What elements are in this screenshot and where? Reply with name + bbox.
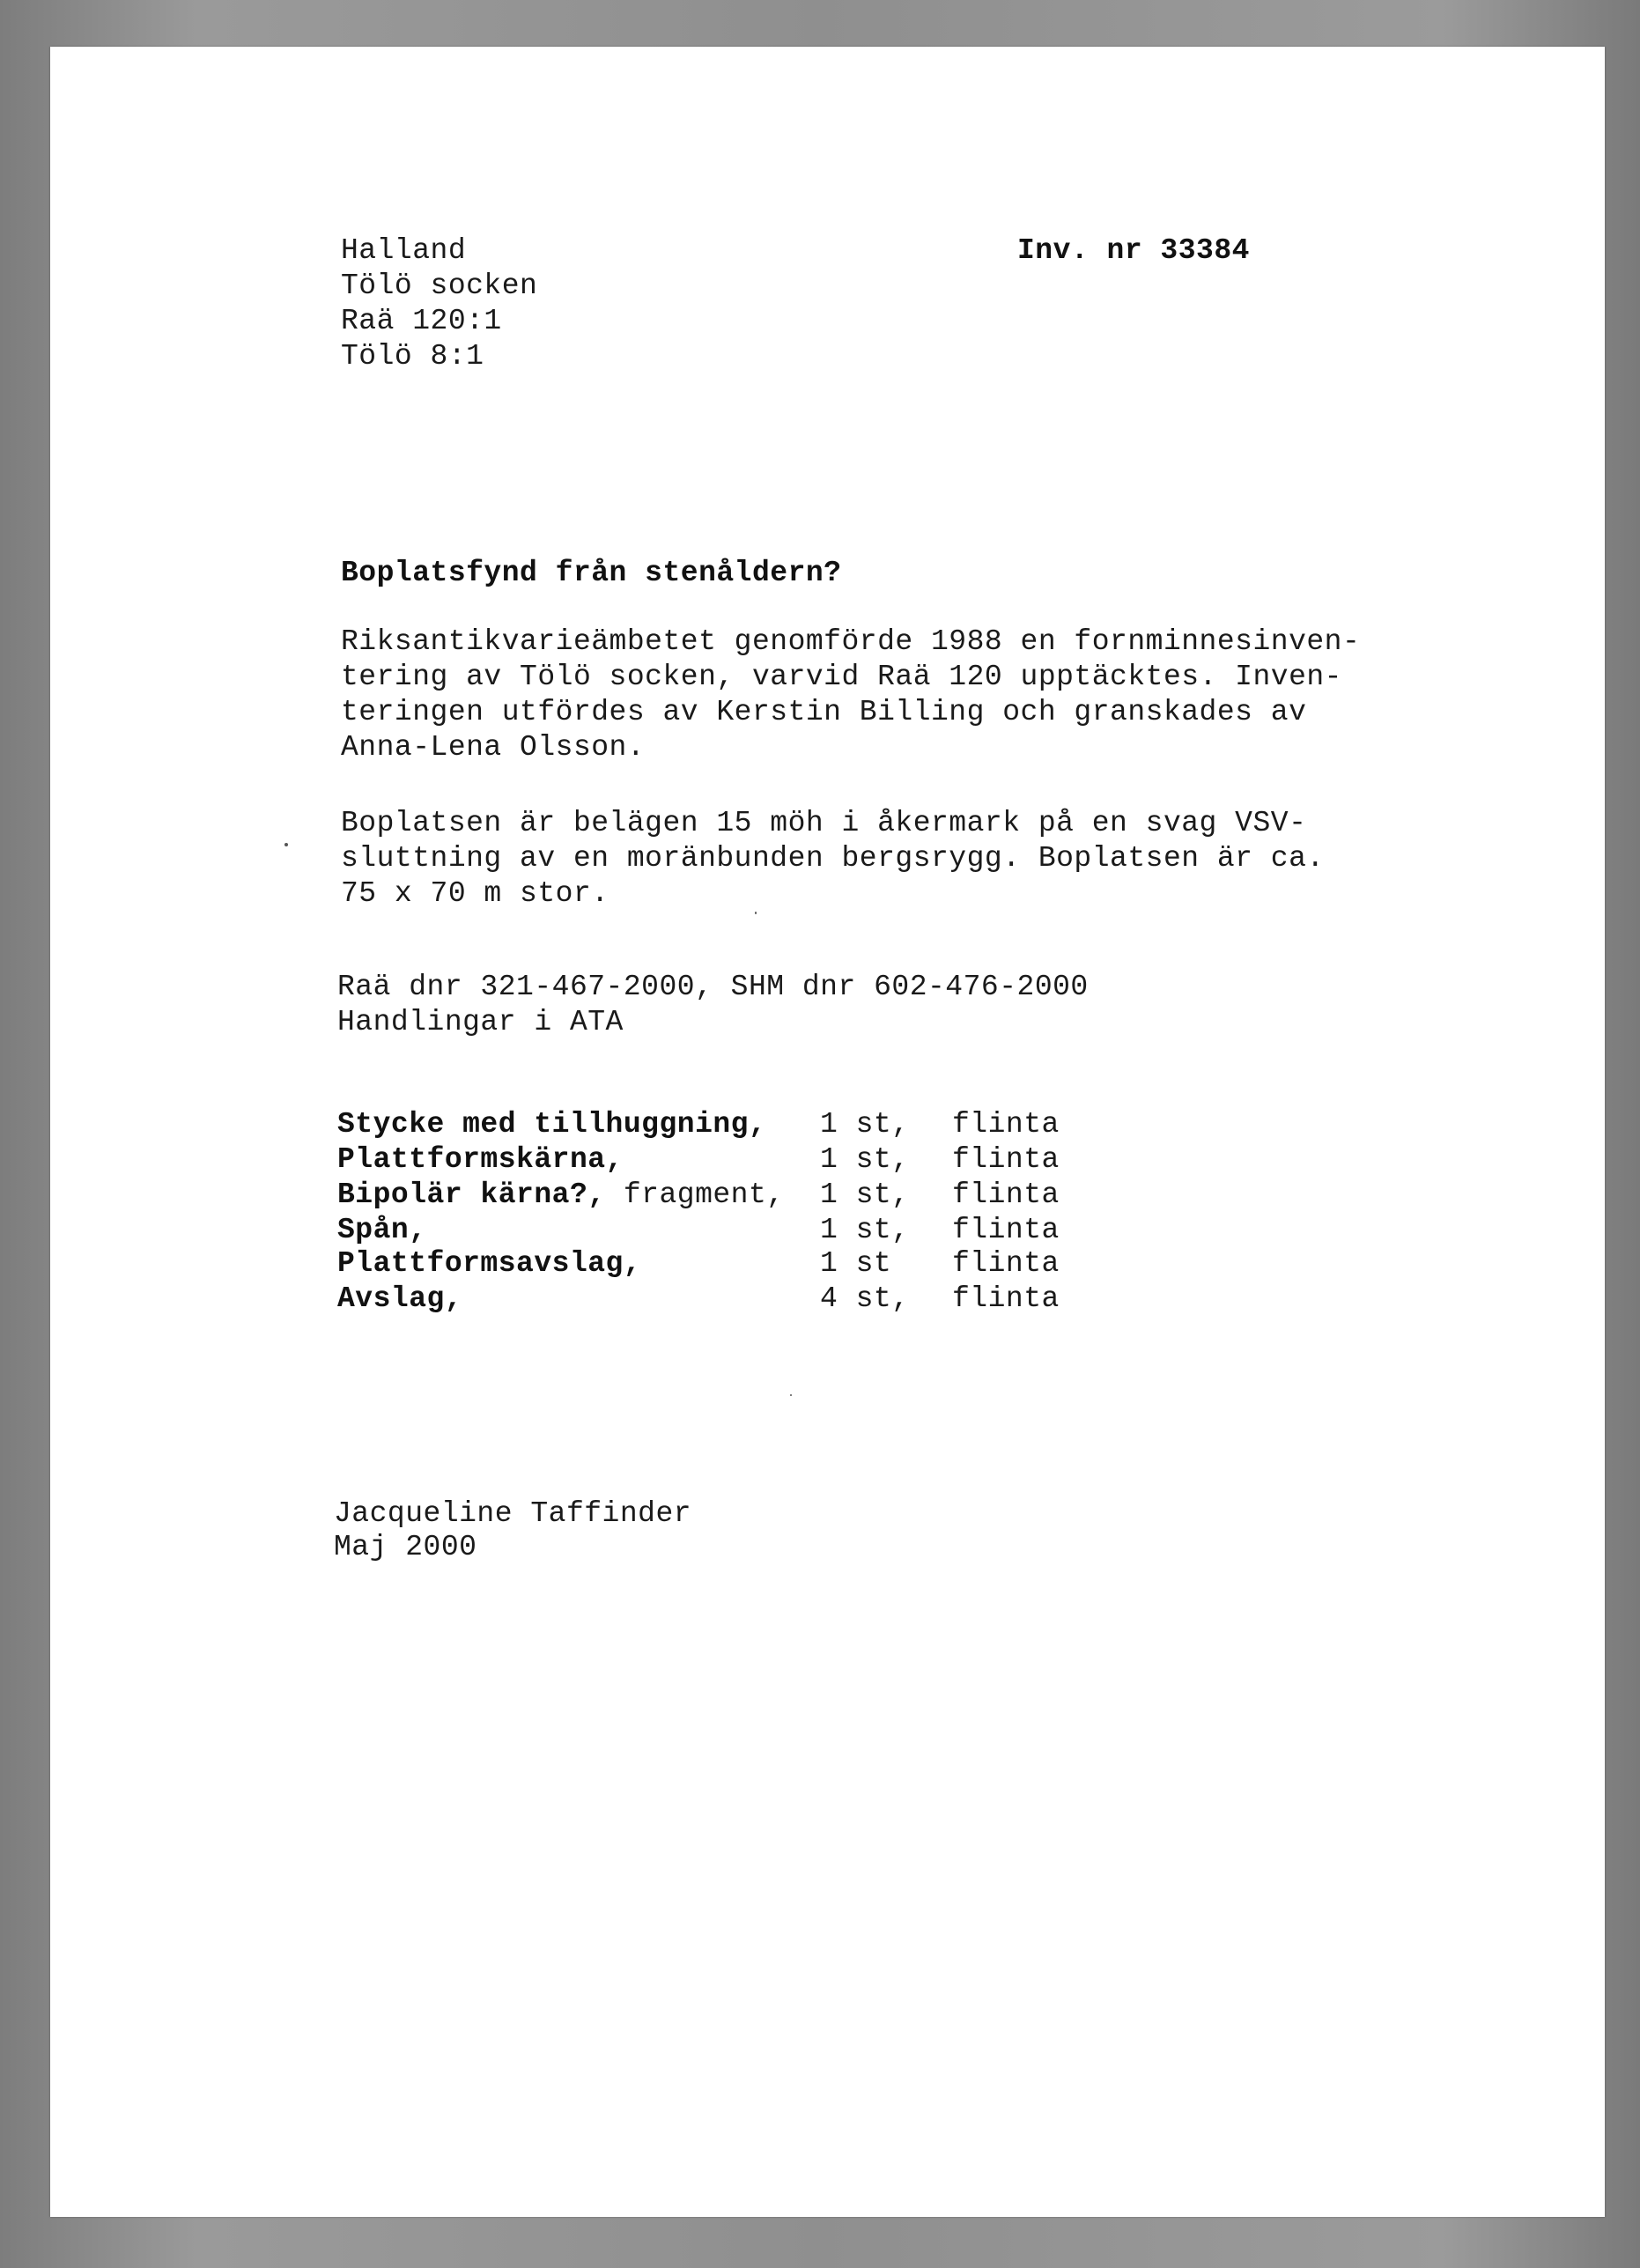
find-material: flinta: [952, 1143, 1060, 1176]
reference-line: Raä dnr 321-467-2000, SHM dnr 602-476-2000: [337, 971, 1089, 1003]
reference-line: Handlingar i ATA: [337, 1006, 624, 1038]
paragraph-line: Anna-Lena Olsson.: [341, 731, 646, 764]
paragraph-line: tering av Tölö socken, varvid Raä 120 upptäcktes. Inven-: [341, 661, 1342, 693]
document-page: [50, 47, 1605, 2217]
author-name: Jacqueline Taffinder: [334, 1497, 692, 1530]
location-line-parish: Tölö socken: [341, 270, 538, 302]
find-name: Plattformsavslag,: [337, 1247, 642, 1280]
find-quantity: 4 st,: [820, 1282, 910, 1315]
find-material: flinta: [952, 1282, 1060, 1315]
find-material: flinta: [952, 1108, 1060, 1141]
location-line-region: Halland: [341, 234, 467, 267]
paragraph-line: teringen utfördes av Kerstin Billing och granskades av: [341, 696, 1307, 728]
find-quantity: 1 st,: [820, 1214, 910, 1246]
paragraph-line: Boplatsen är belägen 15 möh i åkermark på en svag VSV-: [341, 807, 1307, 839]
find-quantity: 1 st,: [820, 1143, 910, 1176]
find-name: Spån,: [337, 1214, 427, 1246]
document-title: Boplatsfynd från stenåldern?: [341, 557, 842, 589]
find-note: fragment,: [605, 1178, 785, 1211]
find-quantity: 1 st,: [820, 1108, 910, 1141]
find-quantity: 1 st,: [820, 1178, 910, 1211]
location-line-property: Tölö 8:1: [341, 340, 484, 373]
find-name: Bipolär kärna?,: [337, 1178, 606, 1211]
find-material: flinta: [952, 1178, 1060, 1211]
inventory-number: Inv. nr 33384: [1017, 234, 1250, 267]
location-line-raa: Raä 120:1: [341, 305, 502, 337]
find-name: Avslag,: [337, 1282, 463, 1315]
find-material: flinta: [952, 1214, 1060, 1246]
scan-speck: [284, 843, 288, 846]
scan-speck: [755, 912, 757, 914]
scan-speck: [790, 1394, 792, 1396]
document-date: Maj 2000: [334, 1531, 477, 1563]
find-name: Plattformskärna,: [337, 1143, 624, 1176]
find-quantity: 1 st: [820, 1247, 892, 1280]
find-material: flinta: [952, 1247, 1060, 1280]
find-name: Stycke med tillhuggning,: [337, 1108, 767, 1141]
paragraph-line: sluttning av en moränbunden bergsrygg. Boplatsen är ca.: [341, 842, 1325, 875]
paragraph-line: Riksantikvarieämbetet genomförde 1988 en fornminnesinven-: [341, 625, 1361, 658]
paragraph-line: 75 x 70 m stor.: [341, 877, 609, 910]
